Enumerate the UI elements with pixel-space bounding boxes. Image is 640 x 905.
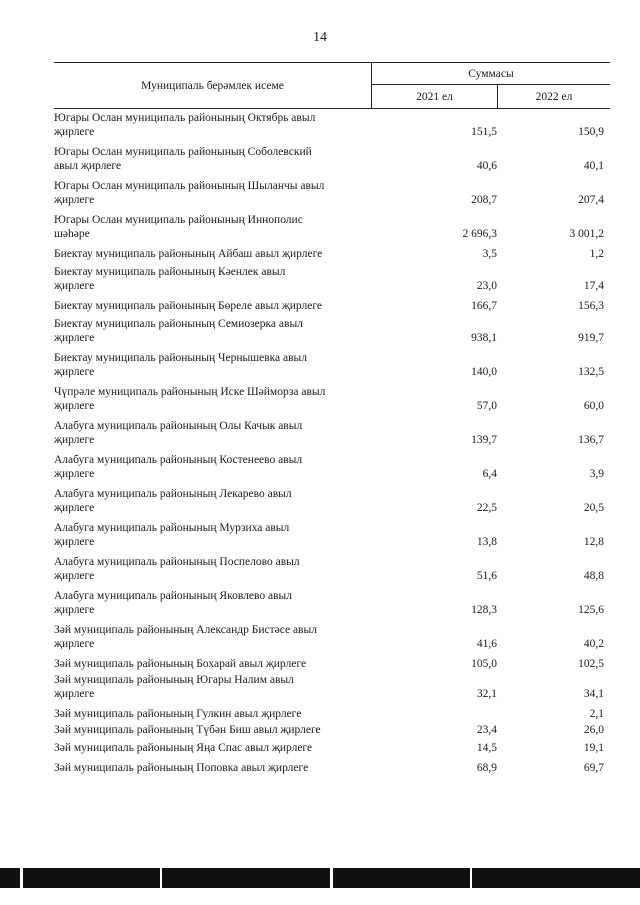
value-2021: 68,9 — [476, 762, 497, 774]
municipality-name-line: җирлеге — [54, 502, 95, 514]
value-2022: 3,9 — [589, 468, 604, 480]
table-row — [54, 315, 610, 349]
value-2022: 20,5 — [583, 502, 604, 514]
municipality-name-line: Зәй муниципаль районының Яңа Спас авыл җирлеге — [54, 742, 313, 754]
table-row — [54, 655, 610, 671]
municipality-name-line: Биектау муниципаль районының Чернышевка авыл — [54, 352, 308, 364]
scan-border-bar — [0, 868, 640, 888]
value-2022: 69,7 — [583, 762, 604, 774]
table-row — [54, 143, 610, 177]
municipality-name — [54, 589, 372, 617]
value-2022: 150,9 — [578, 126, 604, 138]
municipality-name-line: Зәй муниципаль районының Гулкин авыл җирлеге — [54, 708, 302, 720]
value-2021: 105,0 — [471, 658, 497, 670]
header-year-2021: 2021 ел — [372, 85, 498, 108]
municipality-name-line: Биектау муниципаль районының Айбаш авыл җирлеге — [54, 248, 323, 260]
municipality-name-line: җирлеге — [54, 400, 95, 412]
municipality-name-line: җирлеге — [54, 434, 95, 446]
municipality-name — [54, 761, 372, 775]
value-2021: 23,0 — [476, 280, 497, 292]
municipality-name — [54, 351, 372, 379]
table-row — [54, 417, 610, 451]
municipality-name-line: җирлеге — [54, 366, 95, 378]
budget-table — [54, 62, 610, 781]
value-2022: 3 001,2 — [569, 228, 604, 240]
municipality-name-line: Биектау муниципаль районының Бөреле авыл җирлеге — [54, 300, 323, 312]
municipality-name — [54, 487, 372, 515]
municipality-name — [54, 213, 372, 241]
value-2022: 1,2 — [589, 248, 604, 260]
value-2022: 60,0 — [583, 400, 604, 412]
value-2021: 51,6 — [476, 570, 497, 582]
table-row — [54, 671, 610, 705]
table-row — [54, 245, 610, 263]
municipality-name — [54, 419, 372, 447]
value-2022: 17,4 — [583, 280, 604, 292]
value-2021: 41,6 — [476, 638, 497, 650]
municipality-name-line: Зәй муниципаль районының Бохарай авыл җирлеге — [54, 658, 307, 670]
municipality-name-line: Алабуга муниципаль районының Яковлево авыл — [54, 590, 292, 602]
municipality-name — [54, 317, 372, 345]
value-2021: 139,7 — [471, 434, 497, 446]
value-2021: 14,5 — [476, 742, 497, 754]
header-year-2022: 2022 ел — [535, 90, 573, 103]
table-row — [54, 109, 610, 143]
municipality-name-line: җирлеге — [54, 468, 95, 480]
table-row — [54, 383, 610, 417]
municipality-name-line: Югары Ослан муниципаль районының Соболевский — [54, 146, 312, 158]
table-row — [54, 519, 610, 553]
municipality-name-line: җирлеге — [54, 194, 95, 206]
table-row — [54, 451, 610, 485]
municipality-name — [54, 385, 372, 413]
value-2021: 57,0 — [476, 400, 497, 412]
municipality-name — [54, 741, 372, 755]
municipality-name-line: Зәй муниципаль районының Поповка авыл җирлеге — [54, 762, 309, 774]
value-2021: 128,3 — [471, 604, 497, 616]
value-2022: 40,2 — [583, 638, 604, 650]
value-2021: 938,1 — [471, 332, 497, 344]
table-row — [54, 263, 610, 297]
value-2021: 32,1 — [476, 688, 497, 700]
municipality-name-line: Югары Ослан муниципаль районының Шыланчы авыл — [54, 180, 325, 192]
value-2021: 166,7 — [471, 300, 497, 312]
municipality-name-line: җирлеге — [54, 536, 95, 548]
municipality-name-line: Чүпрәле муниципаль районының Иске Шәйморза авыл — [54, 386, 326, 398]
value-2021: 2 696,3 — [462, 228, 497, 240]
municipality-name-line: Алабуга муниципаль районының Костенеево авыл — [54, 454, 303, 466]
table-row — [54, 211, 610, 245]
header-sum: Суммасы — [372, 63, 610, 85]
municipality-name-line: Алабуга муниципаль районының Олы Качык авыл — [54, 420, 303, 432]
value-2022: 102,5 — [578, 658, 604, 670]
municipality-name-line: Зәй муниципаль районының Түбән Биш авыл җирлеге — [54, 724, 321, 736]
value-2022: 156,3 — [578, 300, 604, 312]
value-2021: 22,5 — [476, 502, 497, 514]
value-2022: 19,1 — [583, 742, 604, 754]
value-2022: 34,1 — [583, 688, 604, 700]
value-2022: 40,1 — [583, 160, 604, 172]
value-2022: 207,4 — [578, 194, 604, 206]
value-2021: 3,5 — [482, 248, 497, 260]
page-number: 14 — [313, 30, 327, 45]
municipality-name-line: Югары Ослан муниципаль районының Октябрь авыл — [54, 112, 316, 124]
value-2021: 208,7 — [471, 194, 497, 206]
municipality-name — [54, 673, 372, 701]
value-2022: 26,0 — [583, 724, 604, 736]
municipality-name — [54, 265, 372, 293]
table-body — [54, 109, 610, 781]
table-row — [54, 553, 610, 587]
value-2021: 6,4 — [482, 468, 497, 480]
municipality-name-line: җирлеге — [54, 638, 95, 650]
value-2021: 140,0 — [471, 366, 497, 378]
value-2021: 40,6 — [476, 160, 497, 172]
value-2022: 2,1 — [589, 708, 604, 720]
municipality-name-line: Зәй муниципаль районының Югары Налим авыл — [54, 674, 294, 686]
value-2022: 12,8 — [583, 536, 604, 548]
table-row — [54, 705, 610, 721]
municipality-name — [54, 707, 372, 721]
value-2022: 132,5 — [578, 366, 604, 378]
table-row — [54, 177, 610, 211]
value-2021: 151,5 — [471, 126, 497, 138]
municipality-name — [54, 521, 372, 549]
municipality-name-line: Алабуга муниципаль районының Поспелово авыл — [54, 556, 300, 568]
municipality-name — [54, 555, 372, 583]
value-2021: 13,8 — [476, 536, 497, 548]
municipality-name-line: Зәй муниципаль районының Александр Бистәсе авыл — [54, 624, 317, 636]
municipality-name-line: җирлеге — [54, 604, 95, 616]
municipality-name-line: Биектау муниципаль районының Кәенлек авыл — [54, 266, 286, 278]
municipality-name — [54, 723, 372, 737]
table-row — [54, 621, 610, 655]
table-row — [54, 721, 610, 739]
municipality-name — [54, 247, 372, 261]
municipality-name-line: җирлеге — [54, 688, 95, 700]
municipality-name — [54, 111, 372, 139]
municipality-name-line: шәһәре — [54, 228, 90, 240]
value-2022: 48,8 — [583, 570, 604, 582]
municipality-name — [54, 453, 372, 481]
municipality-name-line: җирлеге — [54, 332, 95, 344]
table-row — [54, 297, 610, 315]
table-row — [54, 485, 610, 519]
municipality-name — [54, 657, 372, 671]
municipality-name-line: Алабуга муниципаль районының Мурзиха авыл — [54, 522, 290, 534]
municipality-name-line: Югары Ослан муниципаль районының Иннополис — [54, 214, 303, 226]
value-2021: 23,4 — [476, 724, 497, 736]
header-municipality-name: Муниципаль берәмлек исеме — [54, 63, 372, 108]
municipality-name — [54, 623, 372, 651]
table-row — [54, 587, 610, 621]
municipality-name — [54, 299, 372, 313]
municipality-name-line: җирлеге — [54, 280, 95, 292]
value-2022: 136,7 — [578, 434, 604, 446]
municipality-name — [54, 145, 372, 173]
value-2022: 125,6 — [578, 604, 604, 616]
table-header — [54, 62, 610, 109]
table-row — [54, 349, 610, 383]
value-2022: 919,7 — [578, 332, 604, 344]
table-row — [54, 739, 610, 759]
municipality-name-line: Алабуга муниципаль районының Лекарево авыл — [54, 488, 292, 500]
municipality-name — [54, 179, 372, 207]
municipality-name-line: Биектау муниципаль районының Семиозерка авыл — [54, 318, 303, 330]
municipality-name-line: җирлеге — [54, 126, 95, 138]
municipality-name-line: авыл җирлеге — [54, 160, 122, 172]
municipality-name-line: җирлеге — [54, 570, 95, 582]
table-row — [54, 759, 610, 781]
